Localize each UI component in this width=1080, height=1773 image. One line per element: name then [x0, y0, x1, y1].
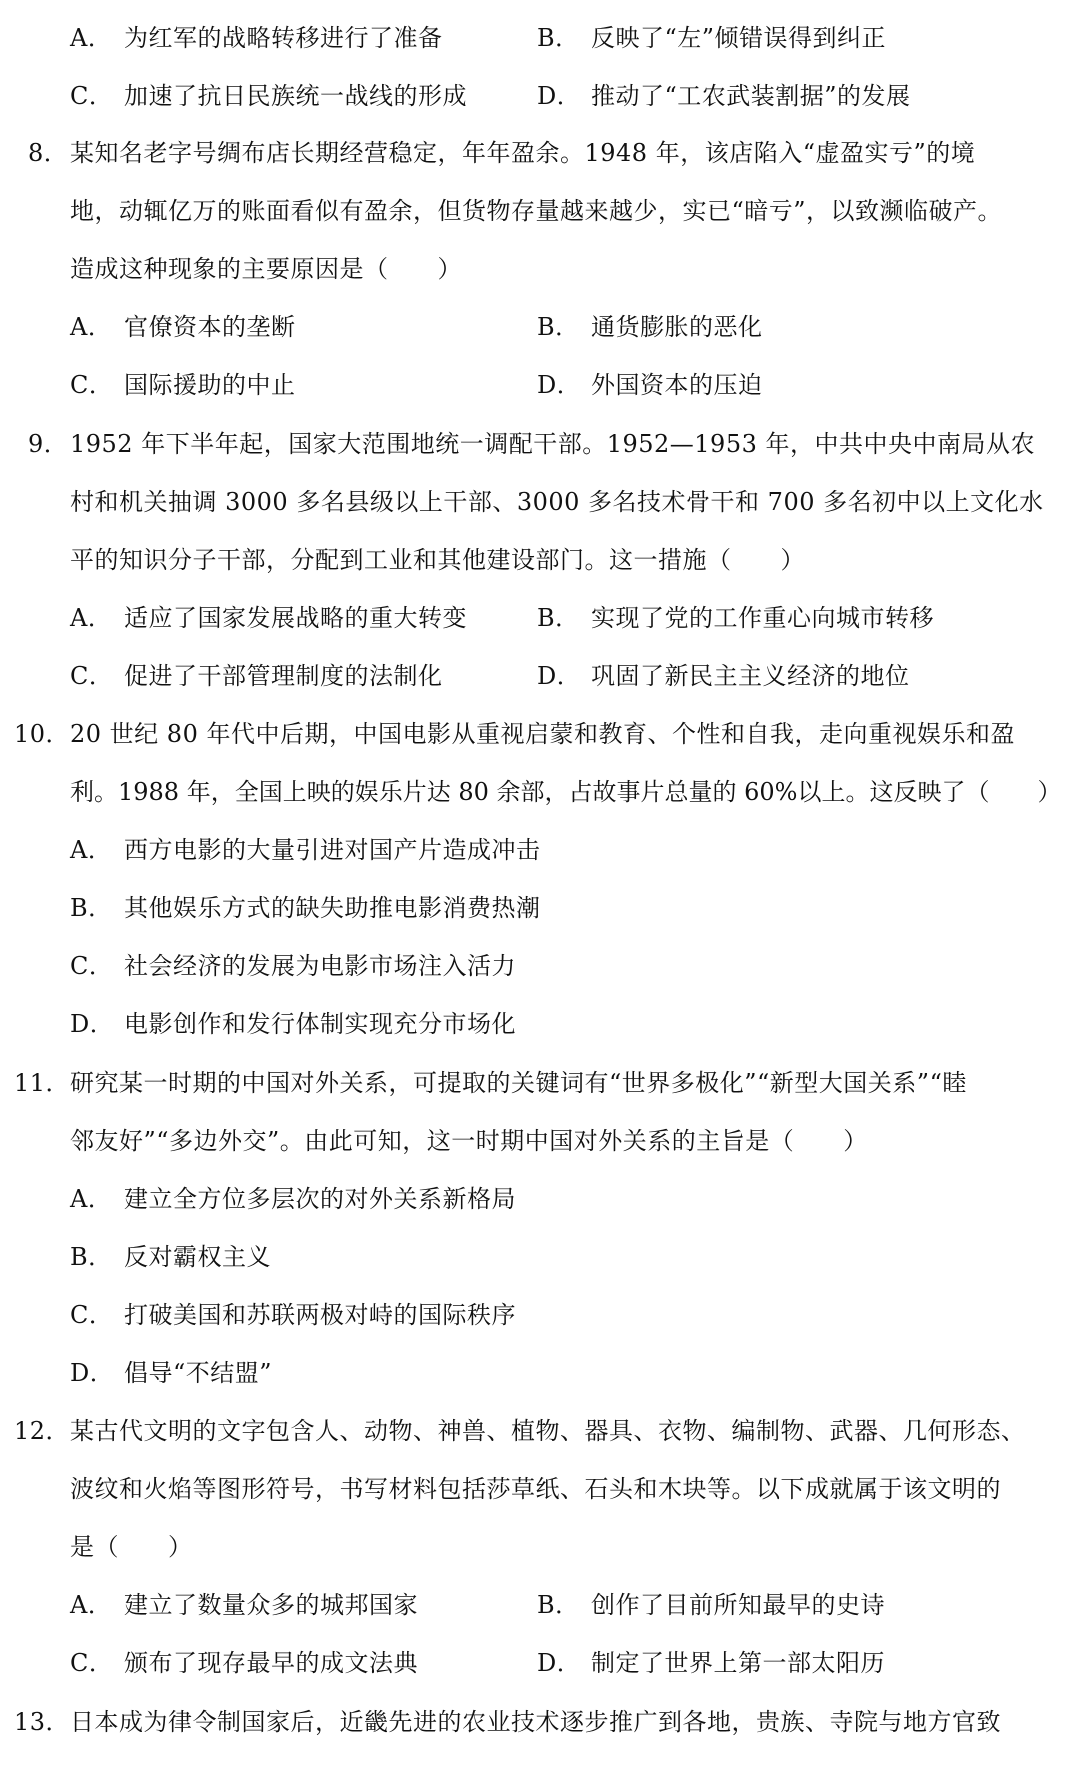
option-letter: C．: [70, 1649, 114, 1677]
q7-option-c: [70, 80, 467, 112]
option-text: 为红军的战略转移进行了准备: [124, 24, 443, 52]
option-text: 官僚资本的垄断: [124, 313, 296, 341]
option-text: 其他娱乐方式的缺失助推电影消费热潮: [124, 894, 541, 922]
option-text: 创作了目前所知最早的史诗: [591, 1591, 885, 1619]
option-letter: B．: [70, 894, 113, 922]
q11-option-c: [70, 1299, 516, 1331]
q10-option-d: [70, 1008, 516, 1040]
q11-option-b: [70, 1241, 271, 1273]
option-text: 电影创作和发行体制实现充分市场化: [124, 1010, 516, 1038]
option-letter: D．: [537, 82, 582, 110]
q8-stem-line-3: 造成这种现象的主要原因是（ ）: [70, 255, 462, 283]
option-letter: A．: [70, 313, 113, 341]
q12-stem-line-3: 是（ ）: [70, 1533, 193, 1561]
q13-stem-line-1: 日本成为律令制国家后，近畿先进的农业技术逐步推广到各地，贵族、寺院与地方官致: [70, 1708, 1001, 1736]
q9-option-c: [70, 660, 443, 692]
q12-option-b: [537, 1589, 885, 1621]
option-letter: C．: [70, 952, 114, 980]
option-text: 打破美国和苏联两极对峙的国际秩序: [124, 1301, 516, 1329]
q8-option-d: [537, 369, 763, 401]
option-letter: C．: [70, 1301, 114, 1329]
q8-option-c: [70, 369, 296, 401]
option-text: 外国资本的压迫: [591, 371, 763, 399]
option-letter: B．: [537, 24, 580, 52]
option-letter: B．: [537, 313, 580, 341]
option-letter: B．: [537, 604, 580, 632]
q8-option-a: [70, 311, 296, 343]
option-letter: B．: [537, 1591, 580, 1619]
option-letter: C．: [70, 82, 114, 110]
q8-stem-line-2: 地，动辄亿万的账面看似有盈余，但货物存量越来越少，实已“暗亏”，以致濒临破产。: [70, 197, 1003, 225]
option-text: 通货膨胀的恶化: [591, 313, 763, 341]
q10-option-a: [70, 834, 541, 866]
option-letter: A．: [70, 24, 113, 52]
option-text: 促进了干部管理制度的法制化: [124, 662, 443, 690]
q10-number: 10．: [14, 720, 71, 748]
q9-number: 9．: [28, 430, 69, 458]
option-text: 反映了“左”倾错误得到纠正: [591, 24, 887, 52]
q12-option-a: [70, 1589, 418, 1621]
option-letter: D．: [537, 1649, 582, 1677]
q11-stem-line-1: 研究某一时期的中国对外关系，可提取的关键词有“世界多极化”“新型大国关系”“睦: [70, 1069, 967, 1097]
q12-option-d: [537, 1647, 885, 1679]
q12-stem-line-1: 某古代文明的文字包含人、动物、神兽、植物、器具、衣物、编制物、武器、几何形态、: [70, 1417, 1026, 1445]
q8-number: 8．: [28, 139, 69, 167]
option-text: 推动了“工农武装割据”的发展: [591, 82, 911, 110]
q9-option-b: [537, 602, 934, 634]
q9-option-a: [70, 602, 467, 634]
q13-number: 13．: [14, 1708, 71, 1736]
option-letter: D．: [70, 1010, 115, 1038]
option-letter: D．: [537, 662, 582, 690]
option-text: 国际援助的中止: [124, 371, 296, 399]
q11-option-a: [70, 1183, 516, 1215]
q12-option-c: [70, 1647, 418, 1679]
option-letter: A．: [70, 836, 113, 864]
option-text: 反对霸权主义: [124, 1243, 271, 1271]
q9-stem-line-1: 1952 年下半年起，国家大范围地统一调配干部。1952—1953 年，中共中央中南局从农: [70, 430, 1035, 458]
option-letter: D．: [537, 371, 582, 399]
option-text: 适应了国家发展战略的重大转变: [124, 604, 467, 632]
q8-stem-line-1: 某知名老字号绸布店长期经营稳定，年年盈余。1948 年，该店陷入“虚盈实亏”的境: [70, 139, 976, 167]
q9-option-d: [537, 660, 910, 692]
option-text: 建立了数量众多的城邦国家: [124, 1591, 418, 1619]
option-text: 社会经济的发展为电影市场注入活力: [124, 952, 516, 980]
q8-option-b: [537, 311, 763, 343]
option-letter: B．: [70, 1243, 113, 1271]
option-letter: A．: [70, 604, 113, 632]
q10-stem-line-2: 利。1988 年，全国上映的娱乐片达 80 余部，占故事片总量的 60%以上。这反映了（ ）: [70, 778, 1062, 806]
q9-stem-line-3: 平的知识分子干部，分配到工业和其他建设部门。这一措施（ ）: [70, 546, 805, 574]
q10-option-c: [70, 950, 516, 982]
q11-stem-line-2: 邻友好”“多边外交”。由此可知，这一时期中国对外关系的主旨是（ ）: [70, 1127, 868, 1155]
option-text: 制定了世界上第一部太阳历: [591, 1649, 885, 1677]
q7-option-d: [537, 80, 911, 112]
q9-stem-line-2: 村和机关抽调 3000 多名县级以上干部、3000 多名技术骨干和 700 多名初中以上文化水: [70, 488, 1044, 516]
option-text: 颁布了现存最早的成文法典: [124, 1649, 418, 1677]
option-text: 加速了抗日民族统一战线的形成: [124, 82, 467, 110]
q11-option-d: [70, 1357, 272, 1389]
option-letter: D．: [70, 1359, 115, 1387]
option-letter: A．: [70, 1185, 113, 1213]
q7-option-b: [537, 22, 886, 54]
q10-stem-line-1: 20 世纪 80 年代中后期，中国电影从重视启蒙和教育、个性和自我，走向重视娱乐和盈: [70, 720, 1015, 748]
q11-number: 11．: [14, 1069, 71, 1097]
q12-number: 12．: [14, 1417, 71, 1445]
option-letter: C．: [70, 371, 114, 399]
option-text: 实现了党的工作重心向城市转移: [591, 604, 934, 632]
q7-option-a: [70, 22, 443, 54]
option-text: 倡导“不结盟”: [124, 1359, 273, 1387]
q10-option-b: [70, 892, 541, 924]
option-letter: C．: [70, 662, 114, 690]
option-text: 西方电影的大量引进对国产片造成冲击: [124, 836, 541, 864]
option-text: 建立全方位多层次的对外关系新格局: [124, 1185, 516, 1213]
q12-stem-line-2: 波纹和火焰等图形符号，书写材料包括莎草纸、石头和木块等。以下成就属于该文明的: [70, 1475, 1001, 1503]
option-letter: A．: [70, 1591, 113, 1619]
option-text: 巩固了新民主主义经济的地位: [591, 662, 910, 690]
